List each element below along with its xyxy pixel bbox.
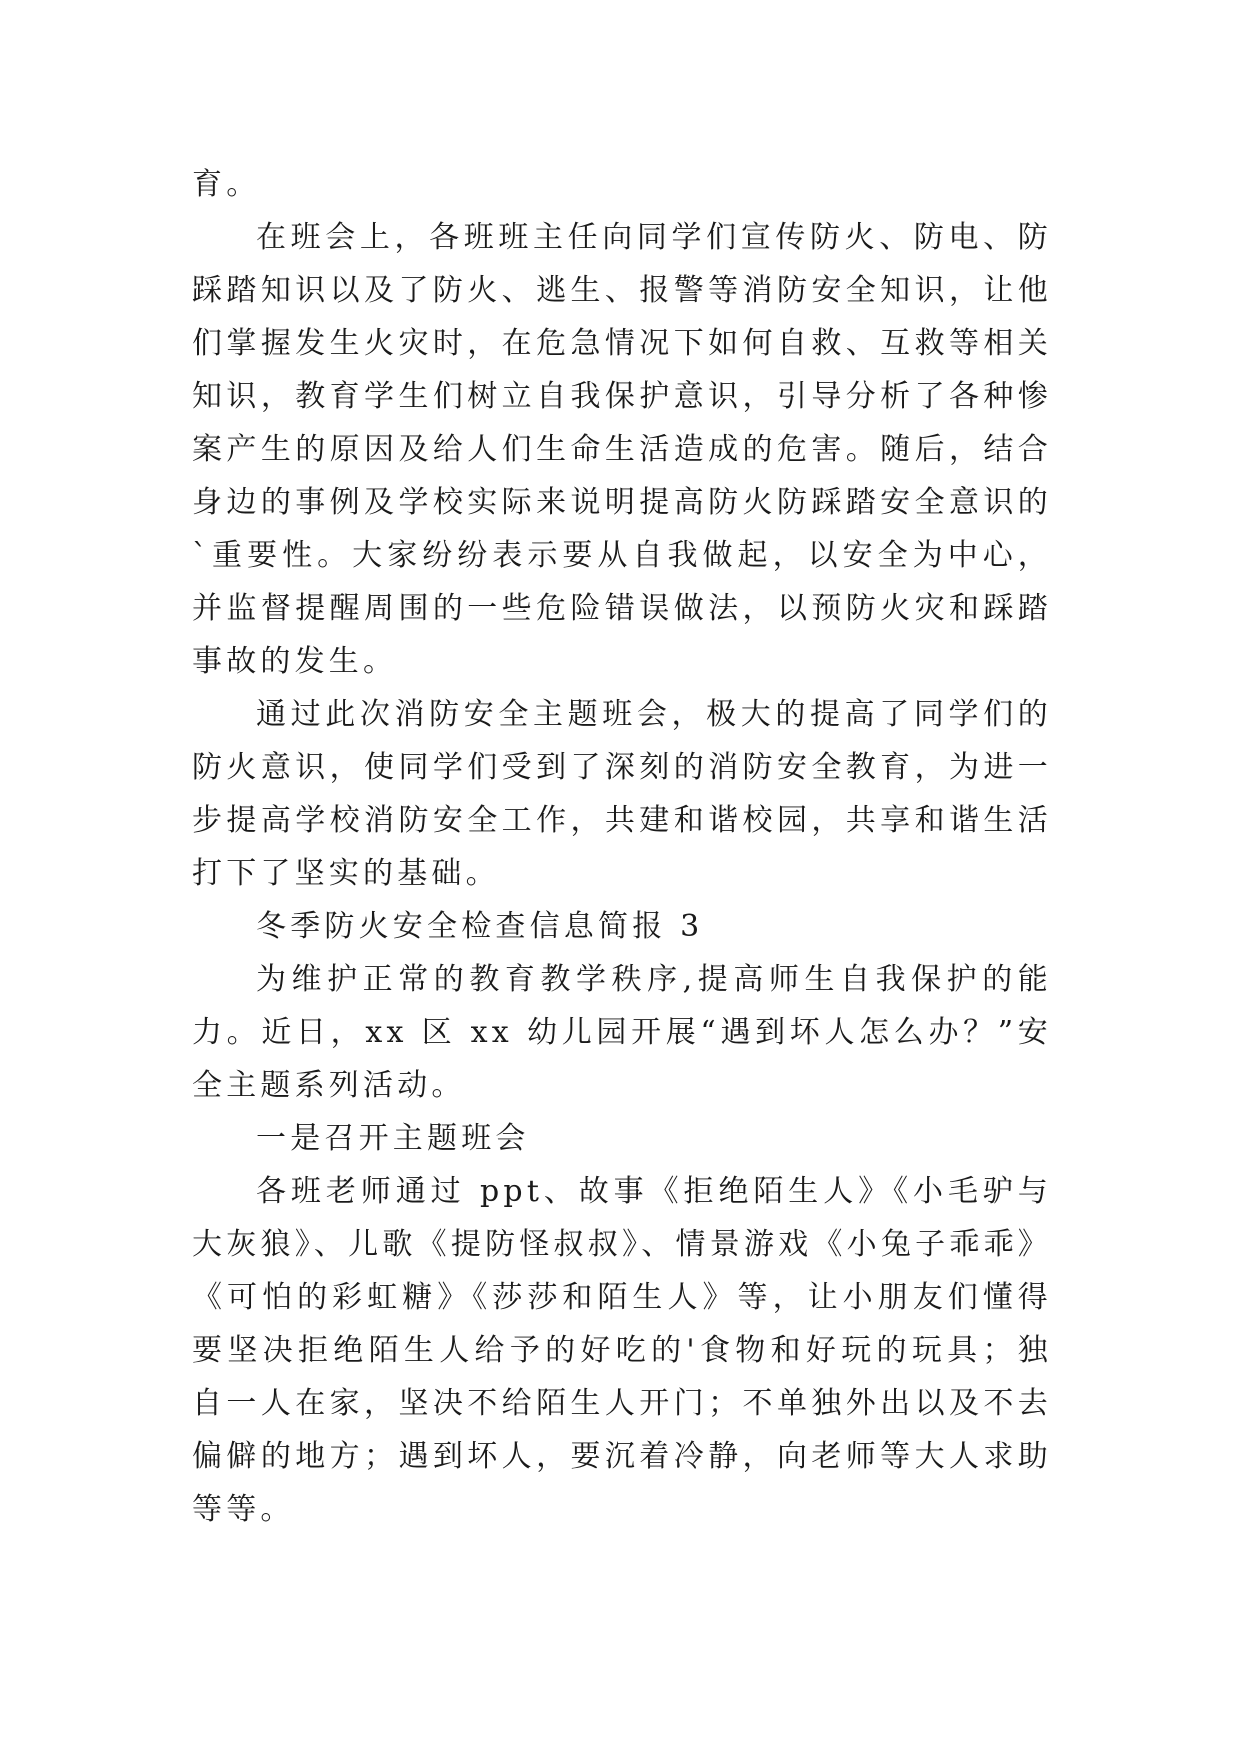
paragraph-conclusion: 通过此次消防安全主题班会，极大的提高了同学们的防火意识，使同学们受到了深刻的消防安全教育，为进一步提高学校消防安全工作，共建和谐校园，共享和谐生活打下了坚实的基础。	[192, 697, 1052, 891]
paragraph-briefing-intro: 为维护正常的教育教学秩序,提高师生自我保护的能力。近日，xx 区 xx 幼儿园开展“遇到坏人怎么办？”安全主题系列活动。	[192, 962, 1052, 1103]
paragraph-continuation: 育。	[192, 167, 261, 202]
section-heading-briefing-3: 冬季防火安全检查信息简报 3	[256, 909, 704, 944]
document-body	[192, 158, 1052, 1536]
paragraph-teacher-activities: 各班老师通过 ppt、故事《拒绝陌生人》《小毛驴与大灰狼》、儿歌《提防怪叔叔》、情景游戏《小兔子乖乖》《可怕的彩虹糖》《莎莎和陌生人》等，让小朋友们懂得要坚决拒绝陌生人给予的好吃的'食物和好玩的玩具；独自一人在家，坚决不给陌生人开门；不单独外出以及不去偏僻的地方；遇到坏人，要沉着冷静，向老师等大人求助等等。	[192, 1174, 1052, 1527]
paragraph-class-meeting: 在班会上，各班班主任向同学们宣传防火、防电、防踩踏知识以及了防火、逃生、报警等消防安全知识，让他们掌握发生火灾时，在危急情况下如何自救、互救等相关知识，教育学生们树立自我保护意识，引导分析了各种惨案产生的原因及给人们生命生活造成的危害。随后，结合身边的事例及学校实际来说明提高防火防踩踏安全意识的`重要性。大家纷纷表示要从自我做起，以安全为中心，并监督提醒周围的一些危险错误做法，以预防火灾和踩踏事故的发生。	[192, 220, 1052, 679]
subheading-theme-meeting: 一是召开主题班会	[256, 1121, 530, 1156]
